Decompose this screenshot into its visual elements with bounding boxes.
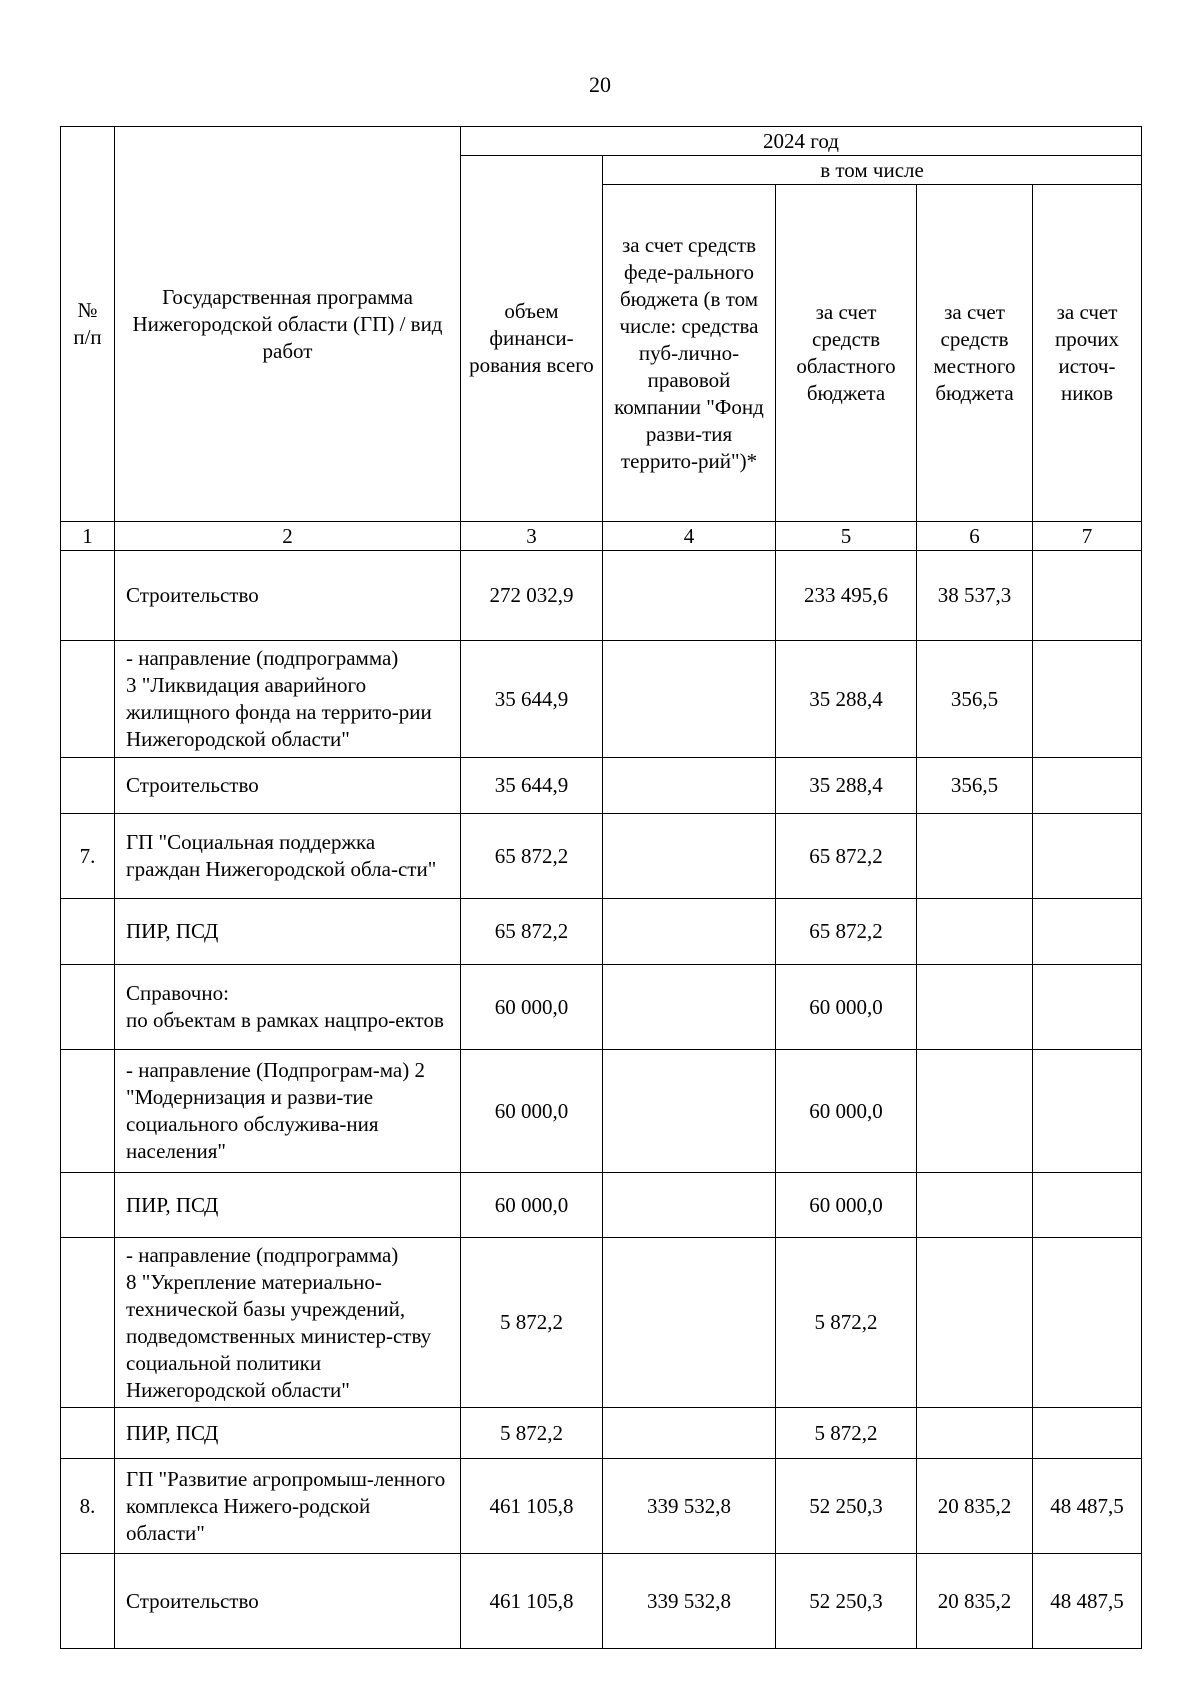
cell-federal	[603, 551, 776, 641]
cell-regional: 65 872,2	[776, 814, 917, 899]
cell-total: 5 872,2	[461, 1408, 603, 1459]
page-number: 20	[589, 72, 611, 97]
cell-local	[917, 1050, 1033, 1173]
row-name: ГП "Развитие агропромыш-ленного комплекса Нижего-родской области"	[115, 1459, 461, 1554]
cell-regional: 65 872,2	[776, 899, 917, 965]
cell-regional: 52 250,3	[776, 1459, 917, 1554]
row-number	[61, 641, 115, 758]
cell-local	[917, 1173, 1033, 1238]
table-row	[61, 551, 1142, 641]
table-row	[61, 1050, 1142, 1173]
cell-total: 60 000,0	[461, 1050, 603, 1173]
cell-local: 38 537,3	[917, 551, 1033, 641]
cell-regional: 5 872,2	[776, 1238, 917, 1408]
cell-local	[917, 965, 1033, 1050]
row-name: ПИР, ПСД	[115, 1173, 461, 1238]
header-other: за счет прочих источ-ников	[1033, 185, 1142, 522]
column-numbers-row	[61, 522, 1142, 551]
cell-other	[1033, 1050, 1142, 1173]
row-number	[61, 758, 115, 814]
cell-other: 48 487,5	[1033, 1554, 1142, 1649]
header-including: в том числе	[603, 156, 1142, 185]
cell-federal	[603, 899, 776, 965]
header-number: № п/п	[61, 127, 115, 522]
cell-regional: 35 288,4	[776, 758, 917, 814]
table-row	[61, 814, 1142, 899]
table-row	[61, 1238, 1142, 1408]
cell-regional: 60 000,0	[776, 1050, 917, 1173]
cell-federal	[603, 1408, 776, 1459]
cell-regional: 60 000,0	[776, 1173, 917, 1238]
cell-local: 20 835,2	[917, 1459, 1033, 1554]
table-row	[61, 1554, 1142, 1649]
cell-regional: 233 495,6	[776, 551, 917, 641]
cell-local: 356,5	[917, 758, 1033, 814]
row-name: Строительство	[115, 1554, 461, 1649]
column-number: 1	[61, 522, 115, 551]
cell-other	[1033, 814, 1142, 899]
cell-total: 5 872,2	[461, 1238, 603, 1408]
cell-local	[917, 1408, 1033, 1459]
cell-federal	[603, 814, 776, 899]
cell-regional: 35 288,4	[776, 641, 917, 758]
row-number	[61, 1238, 115, 1408]
row-number	[61, 551, 115, 641]
cell-federal	[603, 1050, 776, 1173]
row-number: 8.	[61, 1459, 115, 1554]
cell-other	[1033, 758, 1142, 814]
cell-other	[1033, 899, 1142, 965]
cell-other	[1033, 551, 1142, 641]
header-local: за счет средств местного бюджета	[917, 185, 1033, 522]
cell-other	[1033, 965, 1142, 1050]
cell-total: 65 872,2	[461, 814, 603, 899]
cell-local	[917, 814, 1033, 899]
cell-federal	[603, 965, 776, 1050]
cell-federal: 339 532,8	[603, 1554, 776, 1649]
cell-federal	[603, 641, 776, 758]
cell-federal	[603, 1173, 776, 1238]
column-number: 7	[1033, 522, 1142, 551]
header-year: 2024 год	[461, 127, 1142, 156]
table-row	[61, 1173, 1142, 1238]
table-row	[61, 758, 1142, 814]
row-name: - направление (Подпрограм-ма) 2 "Модернизация и разви-тие социального обслужива-ния населения"	[115, 1050, 461, 1173]
row-number	[61, 1173, 115, 1238]
row-name: - направление (подпрограмма) 3 "Ликвидация аварийного жилищного фонда на террито-рии Нижегородской области"	[115, 641, 461, 758]
cell-total: 65 872,2	[461, 899, 603, 965]
cell-regional: 60 000,0	[776, 965, 917, 1050]
cell-local: 20 835,2	[917, 1554, 1033, 1649]
cell-local	[917, 1238, 1033, 1408]
cell-local	[917, 899, 1033, 965]
table-row	[61, 1408, 1142, 1459]
cell-total: 60 000,0	[461, 965, 603, 1050]
row-name: Строительство	[115, 551, 461, 641]
column-number: 3	[461, 522, 603, 551]
cell-regional: 52 250,3	[776, 1554, 917, 1649]
cell-federal	[603, 758, 776, 814]
header-total: объем финанси-рования всего	[461, 156, 603, 522]
row-name: ПИР, ПСД	[115, 899, 461, 965]
cell-federal: 339 532,8	[603, 1459, 776, 1554]
cell-total: 35 644,9	[461, 641, 603, 758]
column-number: 5	[776, 522, 917, 551]
cell-federal	[603, 1238, 776, 1408]
row-number	[61, 1408, 115, 1459]
row-number	[61, 1554, 115, 1649]
cell-total: 272 032,9	[461, 551, 603, 641]
row-number	[61, 965, 115, 1050]
cell-other	[1033, 1173, 1142, 1238]
row-number	[61, 899, 115, 965]
cell-other	[1033, 1238, 1142, 1408]
table-row	[61, 641, 1142, 758]
budget-table	[60, 126, 1142, 1649]
cell-total: 60 000,0	[461, 1173, 603, 1238]
cell-regional: 5 872,2	[776, 1408, 917, 1459]
column-number: 6	[917, 522, 1033, 551]
cell-other	[1033, 641, 1142, 758]
table-body	[61, 551, 1142, 1649]
table-row	[61, 965, 1142, 1050]
row-name: Строительство	[115, 758, 461, 814]
cell-total: 461 105,8	[461, 1459, 603, 1554]
table-row	[61, 899, 1142, 965]
cell-other	[1033, 1408, 1142, 1459]
row-number	[61, 1050, 115, 1173]
cell-total: 461 105,8	[461, 1554, 603, 1649]
table-row	[61, 1459, 1142, 1554]
cell-other: 48 487,5	[1033, 1459, 1142, 1554]
row-name: ПИР, ПСД	[115, 1408, 461, 1459]
row-name: - направление (подпрограмма) 8 "Укрепление материально-технической базы учреждений, подведомственных министер-ству социальной политики Нижегородской области"	[115, 1238, 461, 1408]
cell-total: 35 644,9	[461, 758, 603, 814]
column-number: 2	[115, 522, 461, 551]
row-number: 7.	[61, 814, 115, 899]
column-number: 4	[603, 522, 776, 551]
cell-local: 356,5	[917, 641, 1033, 758]
header-program-name: Государственная программа Нижегородской области (ГП) / вид работ	[115, 127, 461, 522]
header-regional: за счет средств областного бюджета	[776, 185, 917, 522]
row-name: ГП "Социальная поддержка граждан Нижегородской обла-сти"	[115, 814, 461, 899]
row-name: Справочно: по объектам в рамках нацпро-ектов	[115, 965, 461, 1050]
header-federal: за счет средств феде-рального бюджета (в том числе: средства пуб-лично-правовой компании "Фонд разви-тия террито-рий")*	[603, 185, 776, 522]
